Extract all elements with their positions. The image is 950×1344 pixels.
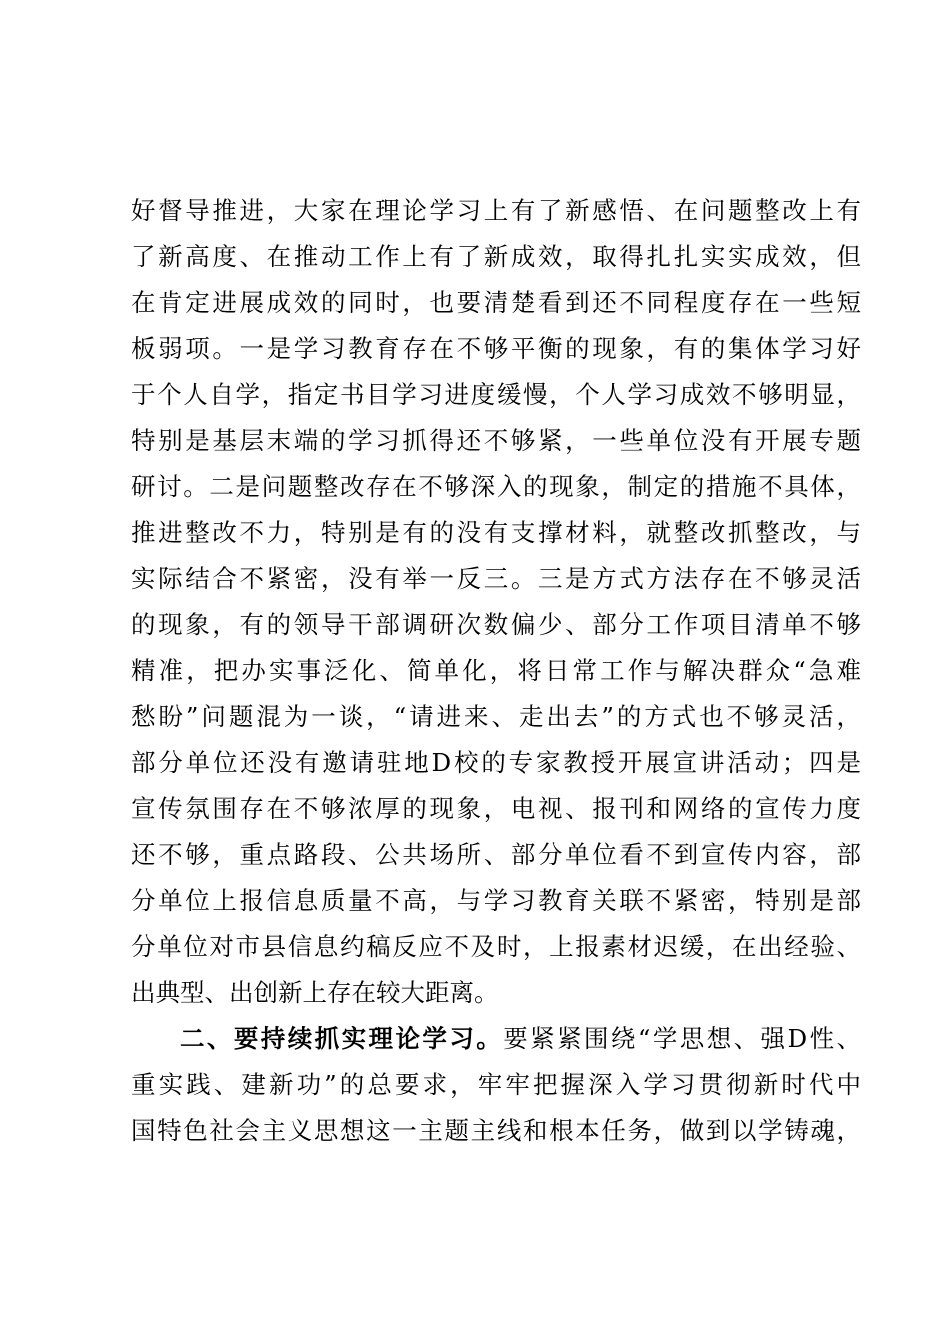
heading-continuation: 要紧紧围绕“学思想、强D性、 (503, 1024, 862, 1053)
text-line: 的现象，有的领导干部调研次数偏少、部分工作项目清单不够 (131, 610, 861, 639)
text-line: 实际结合不紧密，没有举一反三。三是方式方法存在不够灵活 (131, 564, 861, 593)
text-line: 愁盼”问题混为一谈，“请进来、走出去”的方式也不够灵活， (131, 702, 861, 731)
text-line: 分单位上报信息质量不高，与学习教育关联不紧密，特别是部 (131, 886, 861, 915)
text-line: 特别是基层末端的学习抓得还不够紧，一些单位没有开展专题 (131, 426, 861, 455)
text-line: 于个人自学，指定书目学习进度缓慢，个人学习成效不够明显， (131, 380, 861, 409)
text-line: 了新高度、在推动工作上有了新成效，取得扎扎实实成效，但 (131, 242, 861, 271)
text-line: 分单位对市县信息约稿反应不及时，上报素材迟缓，在出经验、 (131, 932, 861, 961)
paragraph-2 (131, 1016, 861, 1154)
text-line: 推进整改不力，特别是有的没有支撑材料，就整改抓整改，与 (131, 518, 861, 547)
text-line: 部分单位还没有邀请驻地D校的专家教授开展宣讲活动；四是 (131, 748, 861, 777)
text-line: 宣传氛围存在不够浓厚的现象，电视、报刊和网络的宣传力度 (131, 794, 861, 823)
section-heading: 二、要持续抓实理论学习。 (180, 1024, 504, 1053)
text-line: 板弱项。一是学习教育存在不够平衡的现象，有的集体学习好 (131, 334, 861, 363)
text-line: 出典型、出创新上存在较大距离。 (131, 978, 499, 1007)
text-line: 重实践、建新功”的总要求，牢牢把握深入学习贯彻新时代中 (131, 1070, 861, 1099)
paragraph-1 (131, 188, 861, 1016)
text-line: 国特色社会主义思想这一主题主线和根本任务，做到以学铸魂， (131, 1116, 861, 1145)
text-line: 精准，把办实事泛化、简单化，将日常工作与解决群众“急难 (131, 656, 861, 685)
text-line: 研讨。二是问题整改存在不够深入的现象，制定的措施不具体， (131, 472, 861, 501)
text-line: 在肯定进展成效的同时，也要清楚看到还不同程度存在一些短 (131, 288, 861, 317)
text-line: 还不够，重点路段、公共场所、部分单位看不到宣传内容，部 (131, 840, 861, 869)
body-text (131, 188, 861, 1154)
paragraph-2-first-line (131, 1016, 861, 1062)
text-line: 好督导推进，大家在理论学习上有了新感悟、在问题整改上有 (131, 196, 861, 225)
